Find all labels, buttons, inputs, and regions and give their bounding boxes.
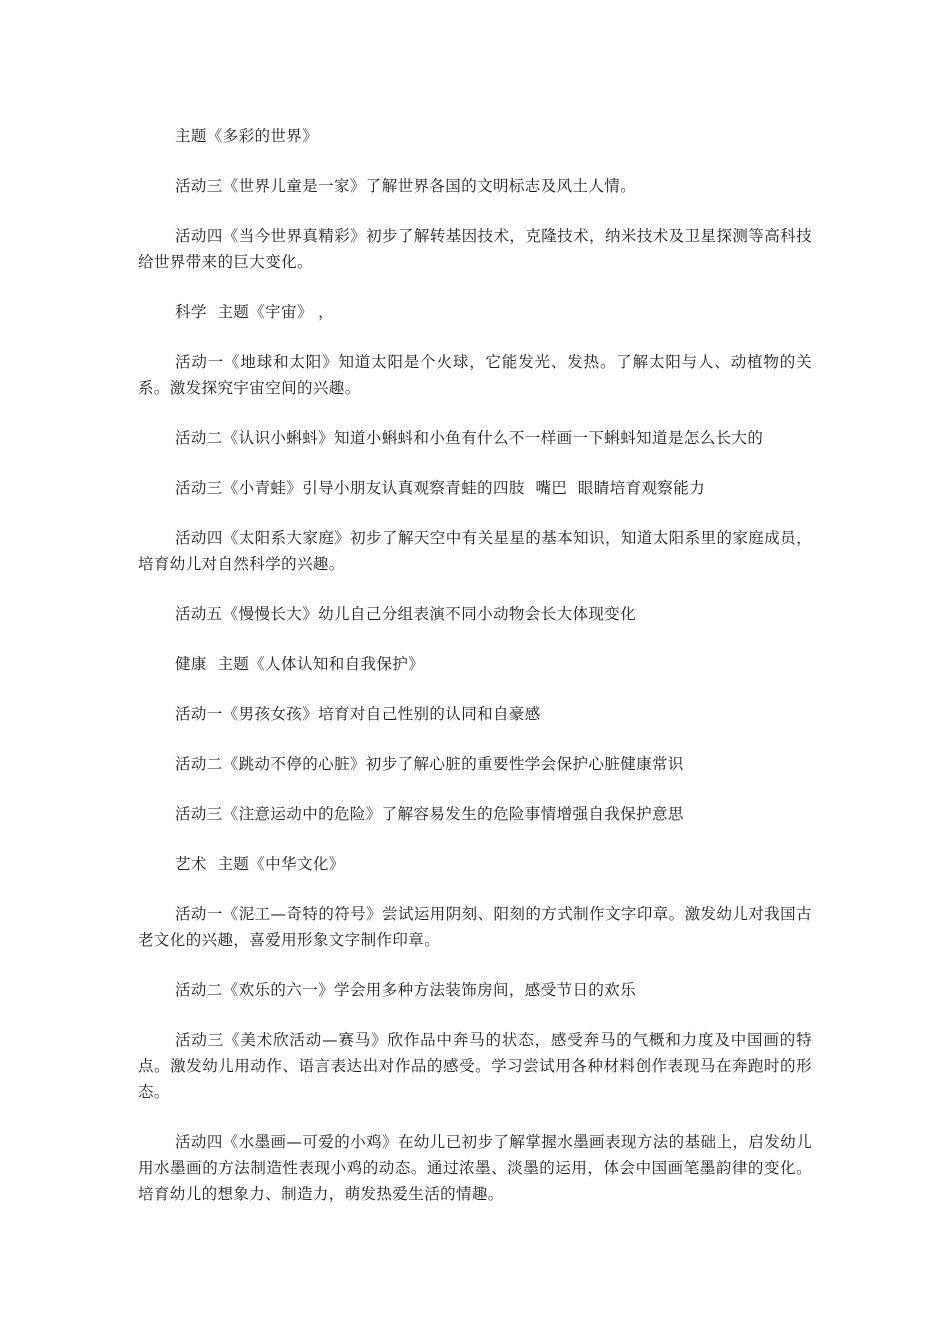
theme-heading-health: 健康 主题《人体认知和自我保护》 — [175, 655, 425, 673]
activity-paragraph: 活动二《认识小蝌蚪》知道小蝌蚪和小鱼有什么不一样画一下蝌蚪知道是怎么长大的 — [175, 429, 764, 447]
activity-paragraph: 活动一《地球和太阳》知道太阳是个火球，它能发光、发热。了解太阳与人、动植物的关系。激发探究宇宙空间的兴趣。 — [138, 353, 812, 397]
activity-paragraph: 活动四《当今世界真精彩》初步了解转基因技术，克隆技术，纳米技术及卫星探测等高科技给世界带来的巨大变化。 — [138, 227, 812, 271]
activity-paragraph: 活动一《泥工—奇特的符号》尝试运用阴刻、阳刻的方式制作文字印章。激发幼儿对我国古老文化的兴趣，喜爱用形象文字制作印章。 — [138, 905, 812, 949]
activity-paragraph: 活动二《跳动不停的心脏》初步了解心脏的重要性学会保护心脏健康常识 — [175, 755, 684, 773]
activity-paragraph: 活动五《慢慢长大》幼儿自己分组表演不同小动物会长大体现变化 — [175, 605, 637, 623]
document-body — [138, 123, 812, 1231]
activity-paragraph: 活动三《美术欣活动—赛马》欣作品中奔马的状态，感受奔马的气概和力度及中国画的特点。激发幼儿用动作、语言表达出对作品的感受。学习尝试用各种材料创作表现马在奔跑时的形态。 — [138, 1031, 812, 1101]
activity-paragraph: 活动四《太阳系大家庭》初步了解天空中有关星星的基本知识，知道太阳系里的家庭成员，培育幼儿对自然科学的兴趣。 — [138, 529, 812, 573]
theme-heading-art: 艺术 主题《中华文化》 — [175, 855, 345, 873]
theme-heading-science: 科学 主题《宇宙》 ， — [175, 303, 335, 321]
activity-paragraph: 活动三《注意运动中的危险》了解容易发生的危险事情增强自我保护意思 — [175, 805, 684, 823]
activity-paragraph: 活动三《小青蛙》引导小朋友认真观察青蛙的四肢 嘴巴 眼睛培育观察能力 — [175, 479, 706, 497]
activity-paragraph: 活动四《水墨画—可爱的小鸡》在幼儿已初步了解掌握水墨画表现方法的基础上，启发幼儿用水墨画的方法制造性表现小鸡的动态。通过浓墨、淡墨的运用，体会中国画笔墨韵律的变化。培育幼儿的想象力、制造力，萌发热爱生活的情趣。 — [138, 1133, 812, 1203]
activity-paragraph: 活动一《男孩女孩》培育对自己性别的认同和自豪感 — [175, 705, 541, 723]
activity-paragraph: 活动三《世界儿童是一家》了解世界各国的文明标志及风土人情。 — [175, 177, 637, 195]
theme-heading-world: 主题《多彩的世界》 — [175, 127, 319, 145]
activity-paragraph: 活动二《欢乐的六一》学会用多种方法装饰房间，感受节日的欢乐 — [175, 981, 637, 999]
